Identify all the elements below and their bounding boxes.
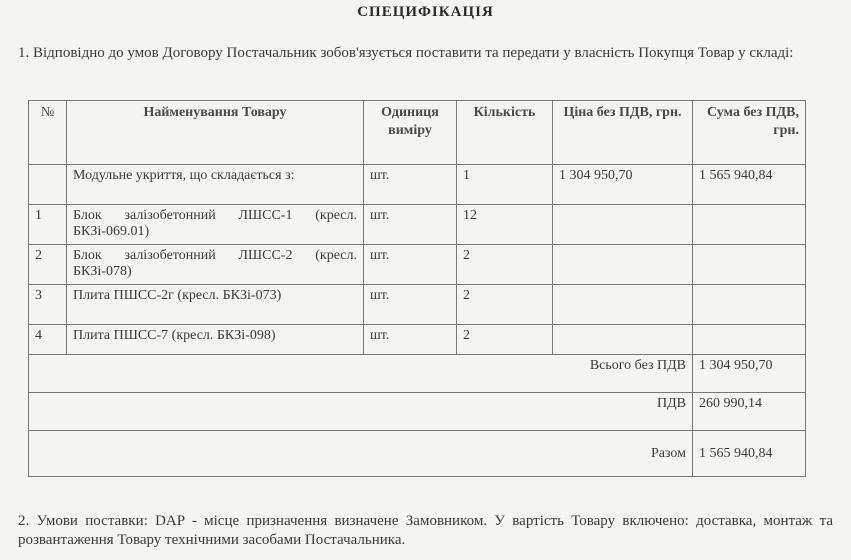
cell-unit: шт.: [364, 205, 457, 245]
table-row: [29, 245, 806, 285]
paragraph-2: 2. Умови поставки: DAP - місце призначення визначене Замовником. У вартість Товару включено: доставка, монтаж та розвантаження Товару технічними засобами Постачальника.: [18, 513, 833, 548]
cell-number: 4: [29, 325, 67, 355]
cell-sum: 1 565 940,84: [693, 165, 806, 205]
table-row: [29, 205, 806, 245]
total-row-vat: [29, 393, 806, 431]
total-row-without-vat: [29, 355, 806, 393]
document-title: СПЕЦИФІКАЦІЯ: [357, 4, 494, 20]
total-value: 260 990,14: [693, 393, 806, 431]
header-number: №: [29, 101, 67, 165]
cell-number: 3: [29, 285, 67, 325]
total-value: 1 304 950,70: [693, 355, 806, 393]
cell-name: Модульне укриття, що складається з:: [67, 165, 364, 205]
cell-quantity: 12: [457, 205, 553, 245]
cell-sum: [693, 245, 806, 285]
cell-price: [553, 205, 693, 245]
cell-unit: шт.: [364, 245, 457, 285]
cell-unit: шт.: [364, 285, 457, 325]
total-label: Всього без ПДВ: [29, 355, 693, 393]
total-label: Разом: [29, 431, 693, 477]
total-value: 1 565 940,84: [693, 431, 806, 477]
cell-quantity: 1: [457, 165, 553, 205]
table-row-main: [29, 165, 806, 205]
cell-price: [553, 245, 693, 285]
specification-table: [28, 100, 806, 477]
cell-sum: [693, 285, 806, 325]
cell-quantity: 2: [457, 245, 553, 285]
table-row: [29, 285, 806, 325]
cell-name: Блок залізобетонний ЛШСС-1 (кресл. БКЗі-069.01): [67, 205, 364, 245]
header-price: Ціна без ПДВ, грн.: [553, 101, 693, 165]
cell-sum: [693, 205, 806, 245]
cell-name: Плита ПШСС-7 (кресл. БКЗі-098): [67, 325, 364, 355]
cell-unit: шт.: [364, 325, 457, 355]
cell-name: Плита ПШСС-2г (кресл. БКЗі-073): [67, 285, 364, 325]
cell-number: 2: [29, 245, 67, 285]
cell-price: [553, 325, 693, 355]
cell-quantity: 2: [457, 325, 553, 355]
header-unit: Одиниця виміру: [364, 101, 457, 165]
header-sum: Сума без ПДВ, грн.: [693, 101, 806, 165]
cell-name: Блок залізобетонний ЛШСС-2 (кресл. БКЗі-078): [67, 245, 364, 285]
table-row: [29, 325, 806, 355]
header-name: Найменування Товару: [67, 101, 364, 165]
cell-number: [29, 165, 67, 205]
total-label: ПДВ: [29, 393, 693, 431]
table-header-row: [29, 101, 806, 165]
cell-unit: шт.: [364, 165, 457, 205]
cell-sum: [693, 325, 806, 355]
total-row-grand: [29, 431, 806, 477]
paragraph-1: 1. Відповідно до умов Договору Постачальник зобов'язується поставити та передати у власність Покупця Товар у складі:: [18, 45, 794, 61]
cell-price: 1 304 950,70: [553, 165, 693, 205]
cell-price: [553, 285, 693, 325]
cell-quantity: 2: [457, 285, 553, 325]
header-quantity: Кількість: [457, 101, 553, 165]
cell-number: 1: [29, 205, 67, 245]
